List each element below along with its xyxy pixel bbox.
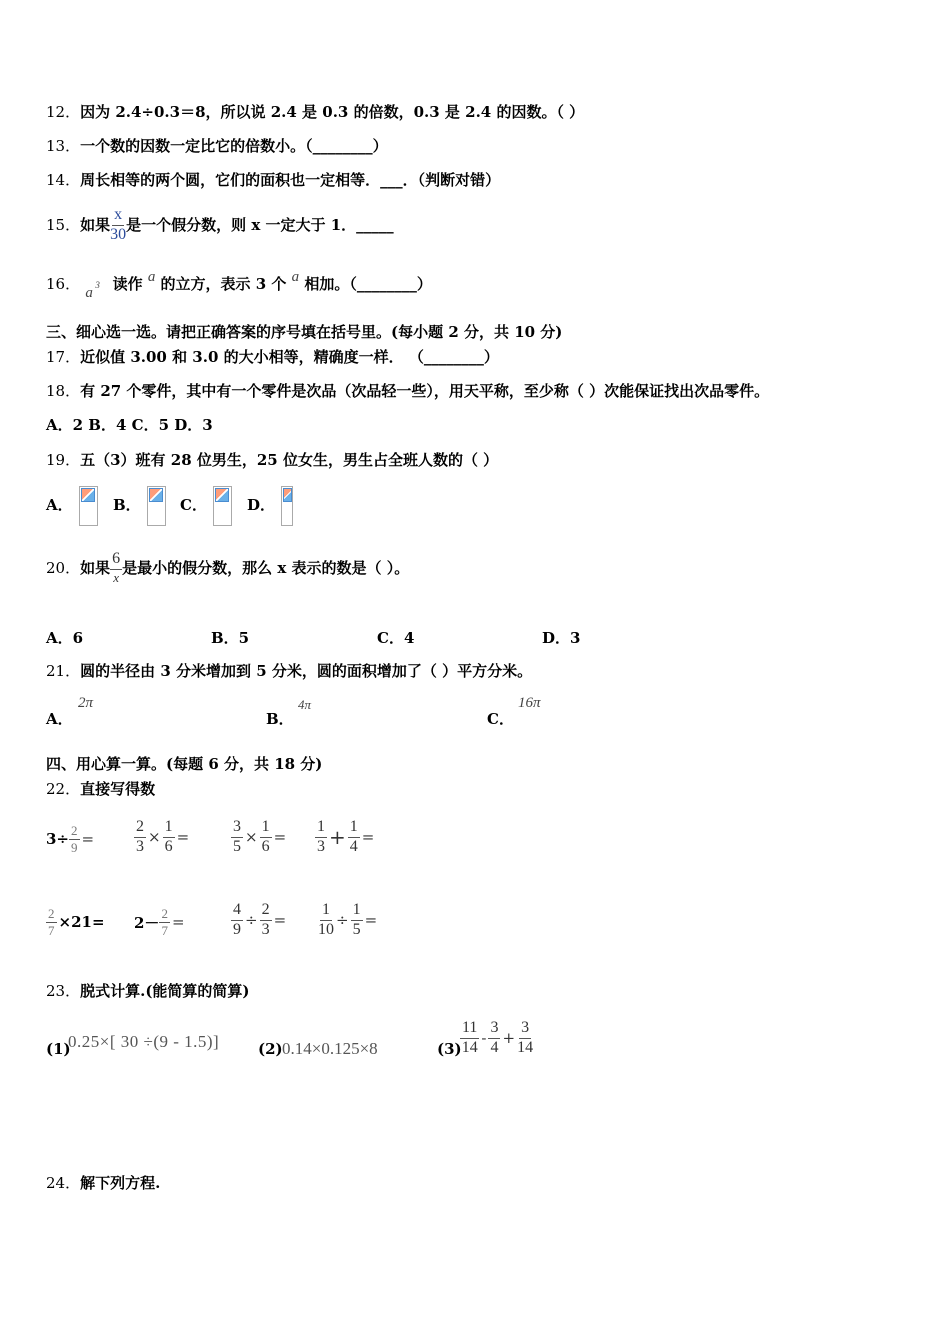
question-text-post: 是最小的假分数，那么 x 表示的数是（ ）。 bbox=[122, 559, 410, 577]
question-13 bbox=[46, 136, 388, 156]
fraction: $\frac{2}{3}$ bbox=[136, 817, 144, 855]
question-20-option-a: A．6 bbox=[46, 629, 84, 647]
question-text-pre: 如果 bbox=[80, 559, 111, 577]
question-number: 12． bbox=[46, 103, 81, 121]
question-text-post: 是一个假分数，则 x 一定大于 1．_____ bbox=[126, 216, 394, 234]
question-19-option-d: D． bbox=[247, 486, 293, 526]
fraction: $\frac{1}{3}$ bbox=[317, 817, 325, 855]
question-number: 13． bbox=[46, 137, 81, 155]
question-21-option-c-value: 16π bbox=[518, 695, 541, 711]
broken-image-icon bbox=[147, 486, 166, 526]
question-21-option-a-label: A． bbox=[46, 710, 73, 728]
question-18 bbox=[46, 381, 769, 401]
fraction: $\frac{1}{4}$ bbox=[349, 817, 358, 855]
question-number: 21． bbox=[46, 662, 81, 680]
question-text: 有 27 个零件，其中有一个零件是次品（次品轻一些），用天平称，至少称（ ）次能保证找出次品零件。 bbox=[80, 382, 770, 400]
q23-part-2-expression: 0.14×0.125×8 bbox=[282, 1039, 378, 1058]
fraction: $\frac{3}{14}$ bbox=[517, 1018, 534, 1056]
fraction: $\frac{3}{5}$ bbox=[233, 817, 241, 855]
question-number: 23． bbox=[46, 982, 81, 1000]
question-19-option-b: B． bbox=[113, 486, 166, 526]
question-24 bbox=[46, 1173, 160, 1193]
question-number: 17． bbox=[46, 348, 81, 366]
fraction: $\frac{11}{14}$ bbox=[461, 1018, 478, 1056]
numerator: x bbox=[112, 207, 124, 226]
q23-part-3-expression: $\frac{11}{14}$ - $\frac{3}{4}$ + $\frac{3}{14}$ bbox=[461, 1018, 534, 1056]
fraction: $\frac{2}{3}$ bbox=[261, 900, 270, 938]
calc-2-minus-2-7: 2－ $\frac{2}{7}$ = bbox=[134, 905, 185, 938]
question-21-option-b-label: B． bbox=[266, 710, 294, 728]
question-20-option-b: B．5 bbox=[211, 629, 250, 647]
calc-2-7-times-21: $\frac{2}{7}$ ×21= bbox=[48, 905, 105, 938]
question-16: 16． a 3 读作 a 的立方，表示 3 个 a 相加。（________） bbox=[46, 269, 432, 301]
broken-image-icon bbox=[281, 486, 293, 526]
section-3-heading: 三、细心选一选。请把正确答案的序号填在括号里。(每小题 2 分，共 10 分) bbox=[46, 323, 563, 341]
question-number: 19． bbox=[46, 451, 81, 469]
q23-part-3-label: (3) bbox=[437, 1040, 462, 1058]
calc-2-3-times-1-6: $\frac{2}{3}$ × $\frac{1}{6}$ = bbox=[136, 817, 190, 855]
fraction: $\frac{3}{4}$ bbox=[490, 1018, 499, 1056]
broken-image-icon bbox=[79, 486, 98, 526]
question-14 bbox=[46, 170, 500, 190]
calc-1-10-div-1-5: $\frac{1}{10}$ ÷ $\frac{1}{5}$ = bbox=[318, 900, 378, 938]
text-cube-of: 的立方，表示 3 个 bbox=[160, 275, 287, 293]
question-text-pre: 如果 bbox=[80, 216, 111, 234]
fraction: $\frac{4}{9}$ bbox=[233, 900, 241, 938]
question-number: 24． bbox=[46, 1174, 81, 1192]
question-number: 20． bbox=[46, 559, 81, 577]
question-22 bbox=[46, 779, 155, 799]
question-21-option-b-value: 4π bbox=[298, 697, 312, 712]
fraction: $\frac{2}{7}$ bbox=[48, 905, 55, 938]
denominator: 30 bbox=[110, 225, 127, 243]
question-number: 14． bbox=[46, 171, 81, 189]
question-number: 15． bbox=[46, 216, 81, 234]
fraction: $\frac{1}{6}$ bbox=[164, 817, 173, 855]
calc-3-div-2-9: 3÷ $\frac{2}{9}$ = bbox=[46, 822, 95, 855]
broken-image-icon bbox=[213, 486, 232, 526]
text-added: 相加。（________） bbox=[304, 275, 432, 293]
question-text: 周长相等的两个圆，它们的面积也一定相等．___．（判断对错） bbox=[80, 171, 501, 189]
calc-3-5-times-1-6: $\frac{3}{5}$ × $\frac{1}{6}$ = bbox=[233, 817, 287, 855]
question-text: 近似值 3.00 和 3.0 的大小相等，精确度一样． （________） bbox=[80, 348, 499, 366]
question-20 bbox=[46, 543, 409, 593]
fraction: $\frac{1}{10}$ bbox=[318, 900, 334, 938]
fraction-6-over-x bbox=[110, 551, 122, 584]
question-19 bbox=[46, 450, 498, 470]
question-21-option-c-label: C． bbox=[487, 710, 514, 728]
denominator: x bbox=[113, 570, 119, 586]
numerator: 6 bbox=[110, 551, 122, 570]
question-text: 五（3）班有 28 位男生，25 位女生，男生占全班人数的（ ） bbox=[80, 451, 499, 469]
fraction-x-over-30 bbox=[110, 207, 126, 244]
question-21-option-a-value: 2π bbox=[78, 695, 94, 711]
text-read-as: 读作 bbox=[112, 275, 143, 293]
calc-4-9-div-2-3: $\frac{4}{9}$ ÷ $\frac{2}{3}$ = bbox=[233, 900, 287, 938]
question-19-option-c: C． bbox=[180, 486, 232, 526]
fraction: $\frac{2}{9}$ bbox=[71, 822, 78, 855]
question-20-option-d: D．3 bbox=[542, 629, 581, 647]
question-text: 圆的半径由 3 分米增加到 5 分米，圆的面积增加了（ ）平方分米。 bbox=[80, 662, 533, 680]
question-12 bbox=[46, 102, 584, 122]
question-19-option-a: A． bbox=[46, 486, 98, 526]
question-17 bbox=[46, 347, 499, 367]
q23-part-1-label: (1) bbox=[46, 1040, 71, 1058]
q23-part-2-label: (2) bbox=[258, 1040, 283, 1058]
question-title: 直接写得数 bbox=[80, 780, 156, 798]
question-23 bbox=[46, 981, 250, 1001]
question-text: 因为 2.4÷0.3＝8，所以说 2.4 是 0.3 的倍数，0.3 是 2.4 的因数。（ ） bbox=[80, 103, 585, 121]
fraction: $\frac{1}{5}$ bbox=[352, 900, 361, 938]
calc-1-3-plus-1-4: $\frac{1}{3}$ + $\frac{1}{4}$ = bbox=[317, 817, 375, 855]
question-title: 脱式计算.(能简算的简算) bbox=[80, 982, 250, 1000]
question-number: 16． bbox=[46, 275, 81, 293]
question-21 bbox=[46, 661, 532, 681]
question-number: 22． bbox=[46, 780, 81, 798]
question-18-options: A．2 B．4 C．5 D．3 bbox=[46, 416, 213, 434]
q23-part-1-expression: 0.25×[ 30 ÷(9 - 1.5)] bbox=[68, 1032, 220, 1051]
fraction: $\frac{1}{6}$ bbox=[261, 817, 270, 855]
question-15 bbox=[46, 205, 394, 245]
question-number: 18． bbox=[46, 382, 81, 400]
section-4-heading: 四、用心算一算。(每题 6 分，共 18 分) bbox=[46, 755, 323, 773]
question-text: 解下列方程. bbox=[80, 1174, 161, 1192]
question-20-option-c: C．4 bbox=[377, 629, 415, 647]
question-text: 一个数的因数一定比它的倍数小。（________） bbox=[80, 137, 388, 155]
fraction: $\frac{2}{7}$ bbox=[161, 905, 168, 938]
